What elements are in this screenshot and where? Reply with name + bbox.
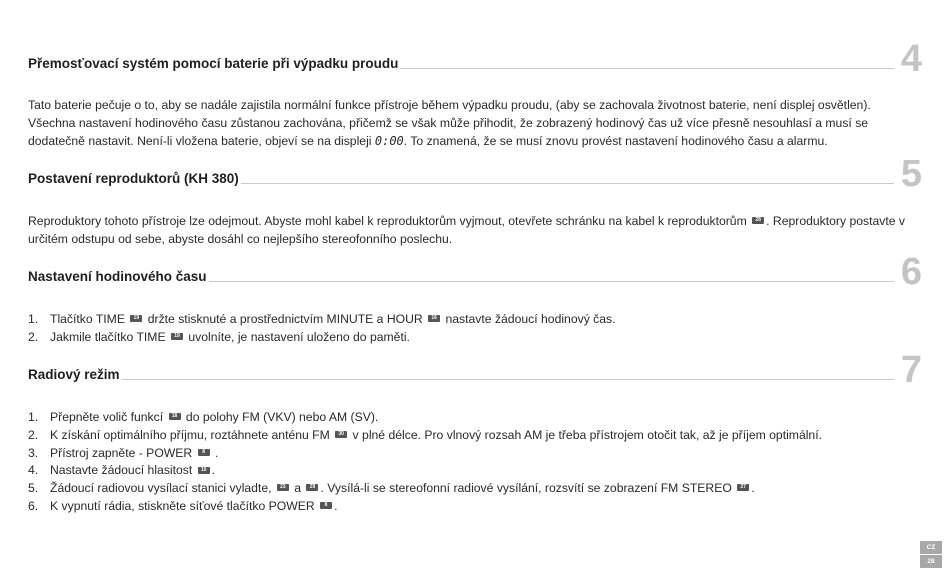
text-part: Tato baterie pečuje o to, aby se nadále zajistila normální funkce přístroje během výpadku proudu, (aby se zachovala životnost baterie, není displej osvětlen). Všechna nastavení hodinového času zůstanou zachována, přičemž se však může přihodit, že zobrazený hodinový čas už více přesně nesouhlasí a musí se dodatečně nastavit. Není-li vložena baterie, objeví se na displeji	[28, 98, 871, 148]
list-item	[28, 462, 918, 480]
section-7-header	[28, 323, 922, 391]
step-number: 2.	[28, 427, 39, 442]
language-code: CZ	[926, 544, 936, 551]
figure-ref-badge: 19	[171, 333, 183, 340]
text-part: Žádoucí radiovou vysílací stanici vyladte,	[50, 481, 275, 496]
figure-ref-badge: 29	[306, 484, 318, 491]
text-part: Nastavte žádoucí hlasitost	[50, 463, 196, 478]
section-4-title: Přemosťovací systém pomocí baterie při výpadku proudu	[28, 56, 399, 71]
text-part: Přepněte volič funkcí	[50, 410, 167, 424]
figure-ref-badge: 23	[277, 484, 289, 491]
list-item	[28, 445, 918, 463]
step-number: 2.	[28, 329, 39, 344]
text-part: K získání optimálního příjmu, roztáhnete anténu FM	[50, 427, 334, 442]
list-item	[28, 427, 918, 445]
figure-ref-badge: 18	[169, 413, 181, 420]
list-item	[28, 480, 918, 498]
step-number: 1.	[28, 410, 39, 424]
section-4-header	[28, 12, 922, 80]
text-part: Tlačítko TIME	[50, 312, 129, 326]
text-part: Přístroj zapněte - POWER	[50, 445, 196, 460]
list-item	[28, 409, 918, 427]
step-number: 4.	[28, 463, 39, 478]
lcd-display-value: 0:00	[374, 134, 404, 148]
step-number: 1.	[28, 312, 39, 326]
figure-ref-badge: 10	[198, 467, 210, 474]
text-part: a	[290, 481, 305, 496]
section-6-title: Nastavení hodinového času	[28, 269, 207, 284]
text-part: . Vysílá-li se stereofonní radiové vysílání, rozsvítí se zobrazení FM STEREO	[320, 481, 736, 496]
figure-ref-badge: 30	[335, 431, 347, 438]
section-5-number: 5	[900, 153, 922, 195]
page-tab	[920, 541, 942, 568]
step-number: 3.	[28, 445, 39, 460]
text-part: .	[334, 498, 338, 513]
figure-ref-badge: 8	[198, 449, 210, 456]
text-part: držte stisknuté a prostřednictvím MINUTE a HOUR	[144, 312, 427, 326]
section-5-title: Postavení reproduktorů (KH 380)	[28, 171, 239, 186]
text-part: Reproduktory tohoto přístroje lze odejmout. Abyste mohl kabel k reproduktorům vyjmout, otevřete schránku na kabel k reproduktorům	[28, 214, 751, 228]
section-4-number: 4	[900, 38, 922, 80]
text-part: v plné délce. Pro vlnový rozsah AM je třeba přístrojem otočit tak, až je příjem optimální.	[349, 427, 822, 442]
section-7-steps	[28, 409, 918, 516]
list-item	[28, 498, 918, 516]
text-part: .	[751, 481, 755, 496]
figure-ref-badge: 8	[320, 502, 332, 509]
section-5-header	[28, 127, 922, 195]
section-6-header	[28, 225, 922, 293]
section-7-number: 7	[900, 349, 922, 391]
text-part: nastavte žádoucí hodinový čas.	[442, 312, 616, 326]
text-part: . Reproduktory postavte v určitém odstupu od sebe, abyste dosáhl co nejlepšího stereofonního poslechu.	[28, 214, 906, 246]
text-part: uvolníte, je nastavení uloženo do paměti.	[184, 329, 410, 344]
text-part: Jakmile tlačítko TIME	[50, 329, 169, 344]
page-number: 28	[927, 558, 935, 565]
section-7-title: Radiový režim	[28, 367, 120, 382]
section-6-number: 6	[900, 251, 922, 293]
text-part: . To znamená, že se musí znovu provést nastavení hodinového času a alarmu.	[403, 134, 828, 148]
text-part: .	[211, 463, 216, 478]
figure-ref-badge: 16	[428, 315, 440, 322]
text-part: K vypnutí rádia, stiskněte síťové tlačítko POWER	[50, 498, 319, 513]
figure-ref-badge: 27	[737, 484, 749, 491]
step-number: 6.	[28, 498, 39, 513]
section-rule	[28, 379, 894, 380]
figure-ref-badge: 19	[130, 315, 142, 322]
step-number: 5.	[28, 481, 39, 496]
text-part: do polohy FM (VKV) nebo AM (SV).	[182, 410, 379, 424]
text-part: .	[211, 445, 219, 460]
figure-ref-badge: 28	[752, 217, 764, 224]
